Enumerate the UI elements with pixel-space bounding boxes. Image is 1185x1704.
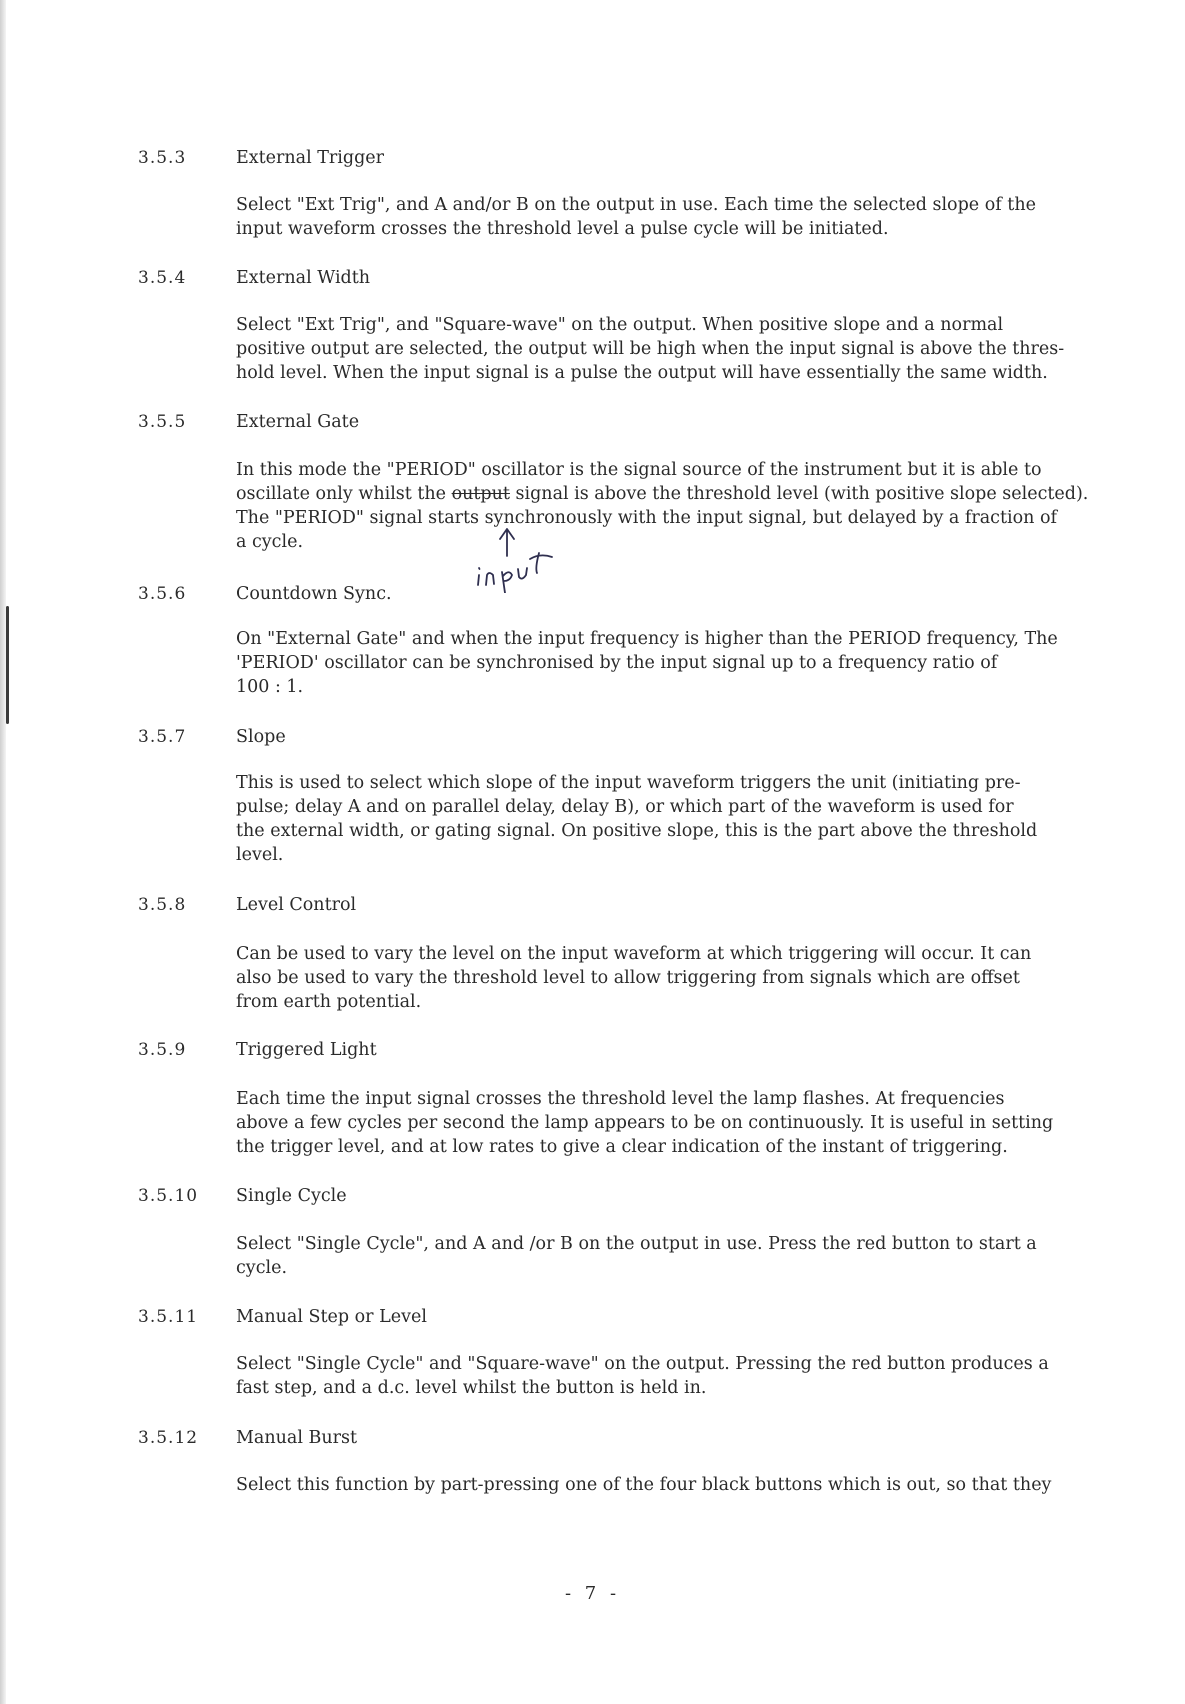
body-line: On "External Gate" and when the input frequency is higher than the PERIOD frequency, The [236, 629, 1058, 649]
section-title: Level Control [236, 895, 357, 915]
body-line: The "PERIOD" signal starts synchronously with the input signal, but delayed by a fraction of [236, 508, 1057, 528]
body-line: 'PERIOD' oscillator can be synchronised by the input signal up to a frequency ratio of [236, 653, 998, 673]
scan-edge-mark [6, 606, 9, 724]
section-title: Slope [236, 727, 286, 747]
section-body [236, 1473, 1116, 1497]
body-line: a cycle. [236, 532, 304, 552]
section-title: Manual Burst [236, 1428, 357, 1448]
body-line: cycle. [236, 1258, 288, 1278]
body-line: Select "Ext Trig", and "Square-wave" on the output. When positive slope and a normal [236, 315, 1004, 335]
section-number: 3.5.12 [138, 1428, 199, 1448]
section-title: External Width [236, 268, 371, 288]
section-body [236, 1232, 1116, 1280]
body-line: the external width, or gating signal. On positive slope, this is the part above the threshold [236, 821, 1038, 841]
body-line: above a few cycles per second the lamp appears to be on continuously. It is useful in setting [236, 1113, 1054, 1133]
body-line: This is used to select which slope of the input waveform triggers the unit (initiating pre- [236, 773, 1021, 793]
section-body [236, 627, 1116, 699]
body-line: Select "Single Cycle", and A and /or B on the output in use. Press the red button to start a [236, 1234, 1037, 1254]
body-line: Each time the input signal crosses the threshold level the lamp flashes. At frequencies [236, 1089, 1005, 1109]
section-number: 3.5.4 [138, 268, 187, 288]
section-number: 3.5.10 [138, 1186, 199, 1206]
body-line: the trigger level, and at low rates to give a clear indication of the instant of triggering. [236, 1137, 1008, 1157]
body-line: positive output are selected, the output will be high when the input signal is above the thres- [236, 339, 1065, 359]
section-body [236, 193, 1116, 241]
section-title: External Gate [236, 412, 360, 432]
body-line: Select "Single Cycle" and "Square-wave" on the output. Pressing the red button produces a [236, 1354, 1049, 1374]
body-line: fast step, and a d.c. level whilst the button is held in. [236, 1378, 707, 1398]
body-line: Select "Ext Trig", and A and/or B on the output in use. Each time the selected slope of the [236, 195, 1036, 215]
section-body [236, 1352, 1116, 1400]
section-number: 3.5.7 [138, 727, 187, 747]
body-line: In this mode the "PERIOD" oscillator is the signal source of the instrument but it is able to [236, 460, 1042, 480]
section-number: 3.5.8 [138, 895, 187, 915]
section-body [236, 942, 1116, 1014]
body-line: from earth potential. [236, 992, 422, 1012]
body-line: hold level. When the input signal is a pulse the output will have essentially the same width. [236, 363, 1048, 383]
section-number: 3.5.5 [138, 412, 187, 432]
section-body [236, 771, 1116, 867]
body-line: input waveform crosses the threshold level a pulse cycle will be initiated. [236, 219, 889, 239]
body-line: Select this function by part-pressing one of the four black buttons which is out, so that they [236, 1475, 1052, 1495]
page-number: - 7 - [564, 1583, 621, 1604]
section-number: 3.5.6 [138, 584, 187, 604]
section-number: 3.5.11 [138, 1307, 199, 1327]
body-line: level. [236, 845, 284, 865]
section-title: External Trigger [236, 148, 385, 168]
section-body [236, 1087, 1116, 1159]
section-title: Triggered Light [236, 1040, 377, 1060]
body-line [236, 482, 1116, 506]
section-number: 3.5.9 [138, 1040, 187, 1060]
section-body [236, 313, 1116, 385]
body-text: signal is above the threshold level (with positive slope selected). [509, 484, 1089, 504]
struck-out-word: output [451, 484, 510, 504]
body-text: oscillate only whilst the [236, 484, 452, 504]
body-line: 100 : 1. [236, 677, 304, 697]
section-body [236, 458, 1116, 554]
body-line: pulse; delay A and on parallel delay, delay B), or which part of the waveform is used for [236, 797, 1014, 817]
section-number: 3.5.3 [138, 148, 187, 168]
body-line: also be used to vary the threshold level to allow triggering from signals which are offset [236, 968, 1020, 988]
section-title: Countdown Sync. [236, 584, 392, 604]
scan-edge-shadow [0, 0, 6, 1704]
body-line: Can be used to vary the level on the input waveform at which triggering will occur. It can [236, 944, 1032, 964]
section-title: Manual Step or Level [236, 1307, 427, 1327]
section-title: Single Cycle [236, 1186, 347, 1206]
